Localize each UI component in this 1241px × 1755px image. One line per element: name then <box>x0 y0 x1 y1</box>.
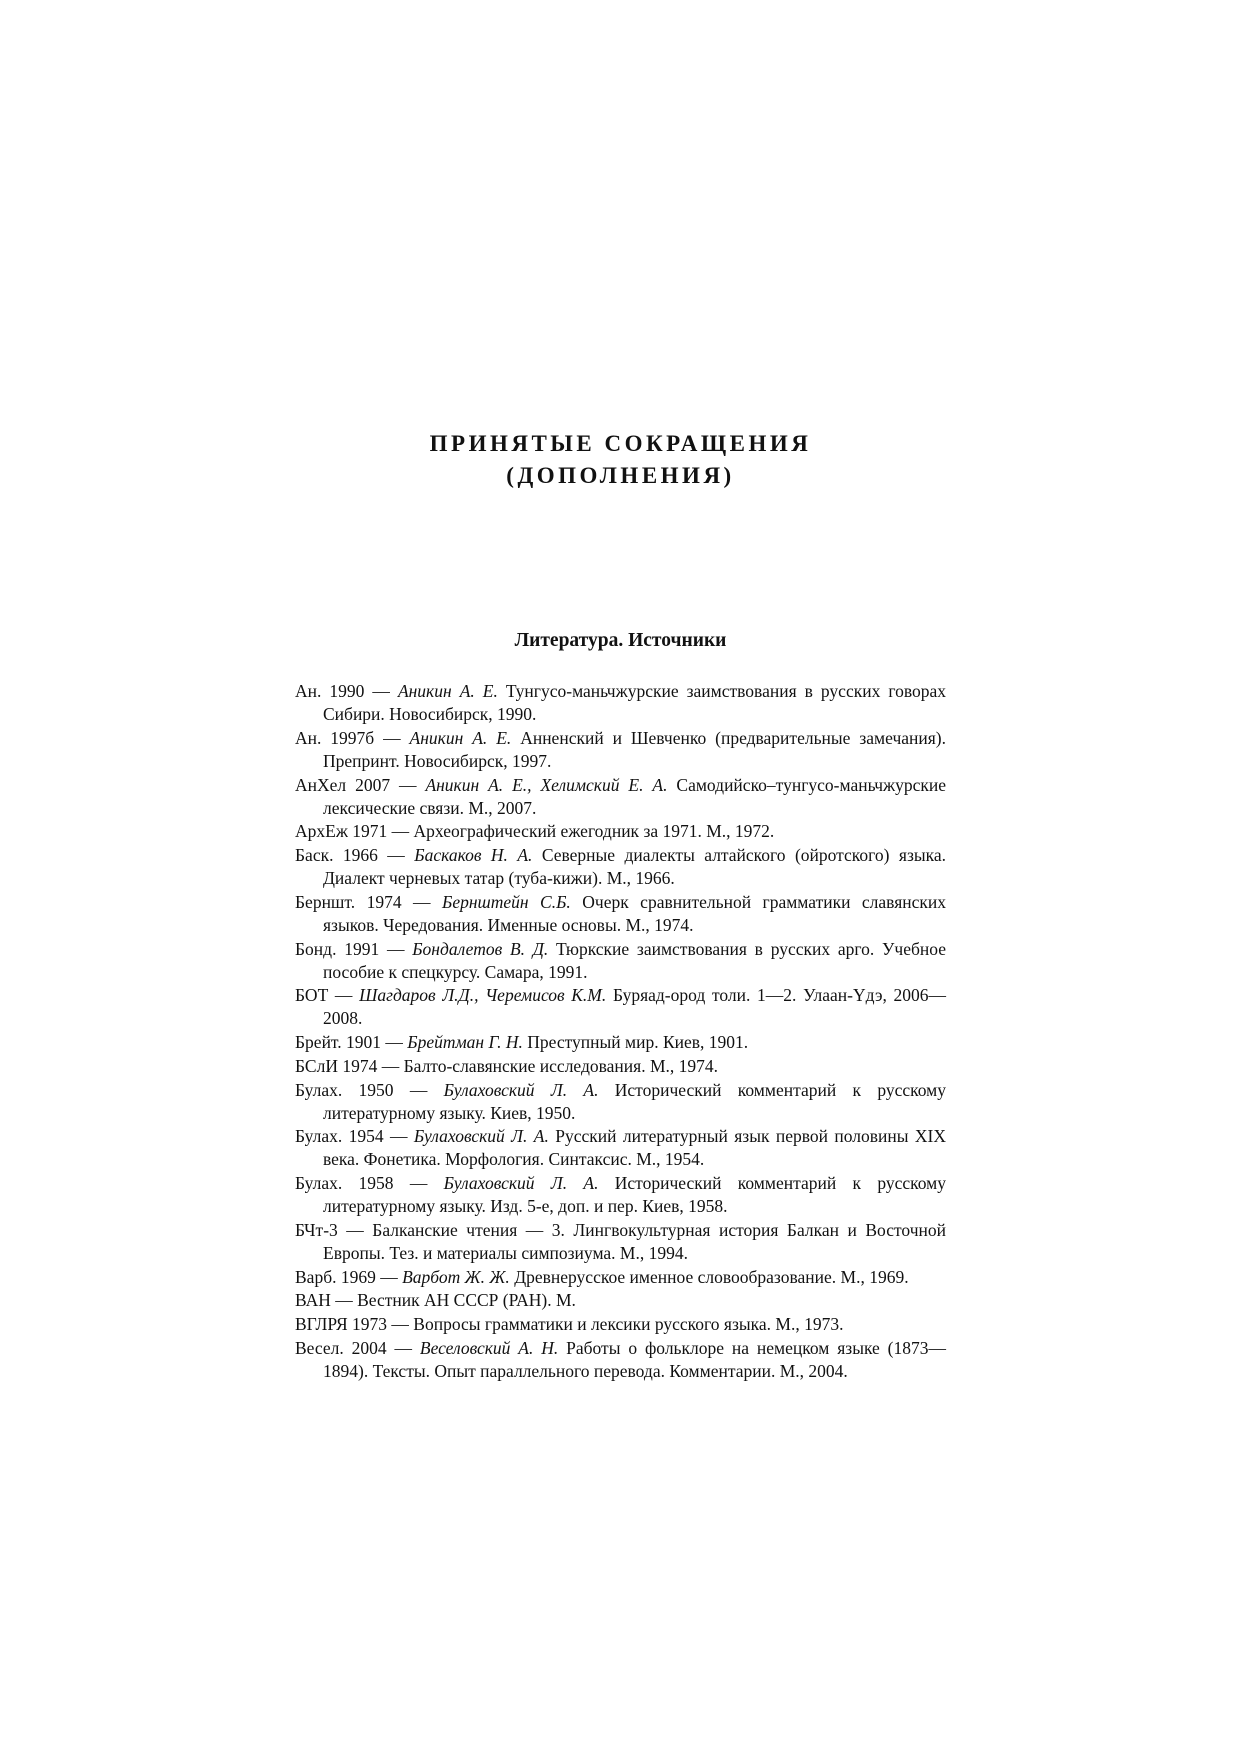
entry-author: Булаховский Л. А. <box>443 1173 599 1194</box>
entry-description: Буряад-ород толи. 1—2. Улаан-Үдэ, 2006—2008. <box>323 985 947 1029</box>
abbreviation-entry <box>295 938 946 984</box>
entry-abbreviation: Булах. 1950 — <box>295 1079 428 1100</box>
entry-abbreviation: БЧт-3 — <box>295 1219 364 1240</box>
entry-author: Шагдаров Л.Д., Черемисов К.М. <box>359 985 607 1006</box>
entry-abbreviation: Булах. 1954 — <box>295 1126 408 1147</box>
entry-author: Бернштейн С.Б. <box>442 891 571 912</box>
entry-author: Аникин А. Е., Хелимский Е. А. <box>425 774 668 795</box>
entry-author: Аникин А. Е. <box>409 727 512 748</box>
entry-description: Археографический ежегодник за 1971. М., 1972. <box>413 821 775 842</box>
entry-description: Работы о фольклоре на немецком языке (1873—1894). Тексты. Опыт параллельного перевода. Комментарии. М., 2004. <box>323 1337 947 1381</box>
entry-description: Исторический комментарий к русскому литературному языку. Изд. 5-е, доп. и пер. Киев, 1958. <box>323 1173 946 1217</box>
page-title <box>0 428 1241 492</box>
abbreviation-entry <box>295 727 946 773</box>
entry-abbreviation: АнХел 2007 — <box>295 774 417 795</box>
abbreviation-entry <box>295 984 946 1030</box>
entry-description: Балканские чтения — 3. Лингвокультурная история Балкан и Восточной Европы. Тез. и материалы симпозиума. М., 1994. <box>323 1219 947 1263</box>
entry-author: Веселовский А. Н. <box>419 1337 559 1358</box>
entry-description: Северные диалекты алтайского (ойротского) языка. Диалект черневых татар (туба-кижи). М., 1966. <box>323 845 947 889</box>
entry-abbreviation: Ан. 1997б — <box>295 727 401 748</box>
entry-description: Преступный мир. Киев, 1901. <box>527 1032 749 1053</box>
entry-author: Бондалетов В. Д. <box>412 938 549 959</box>
entry-author: Брейтман Г. Н. <box>407 1032 523 1053</box>
section-heading: Литература. Источники <box>514 630 727 651</box>
entry-abbreviation: БОТ — <box>295 985 353 1006</box>
entry-description: Очерк сравнительной грамматики славянских языков. Чередования. Именные основы. М., 1974. <box>323 891 947 935</box>
abbreviation-entry <box>295 1125 946 1171</box>
entry-author: Варбот Ж. Ж. <box>402 1266 510 1287</box>
entry-description: Балто-славянские исследования. М., 1974. <box>403 1055 719 1076</box>
entry-description: Исторический комментарий к русскому литературному языку. Киев, 1950. <box>323 1079 946 1123</box>
entry-author: Аникин А. Е. <box>397 681 498 701</box>
entry-abbreviation: БСлИ 1974 — <box>295 1055 400 1076</box>
abbreviation-entry <box>295 1172 946 1218</box>
entry-description: Русский литературный язык первой половины XIX века. Фонетика. Морфология. Синтаксис. М., 1954. <box>323 1126 946 1170</box>
entry-description: Древнерусское именное словообразование. М., 1969. <box>514 1266 909 1287</box>
abbreviation-list <box>295 680 946 1384</box>
abbreviation-entry <box>295 1337 946 1383</box>
abbreviation-entry <box>295 1266 946 1289</box>
abbreviation-entry <box>295 1079 946 1125</box>
entry-abbreviation: ВГЛРЯ 1973 — <box>295 1314 409 1335</box>
entry-abbreviation: Баск. 1966 — <box>295 845 405 866</box>
entry-abbreviation: Ан. 1990 — <box>295 681 390 701</box>
entry-description: Тюркские заимствования в русских арго. Учебное пособие к спецкурсу. Самара, 1991. <box>323 938 946 982</box>
abbreviation-entry <box>295 891 946 937</box>
entry-abbreviation: Варб. 1969 — <box>295 1266 398 1287</box>
page-title-line-2: (ДОПОЛНЕНИЯ) <box>506 463 735 488</box>
entry-abbreviation: Весел. 2004 — <box>295 1337 412 1358</box>
abbreviation-entry <box>295 1031 946 1054</box>
entry-abbreviation: Брейт. 1901 — <box>295 1032 403 1053</box>
entry-description: Тунгусо-маньчжурские заимствования в русских говорах Сибири. Новосибирск, 1990. <box>323 681 946 725</box>
entry-description: Анненский и Шевченко (предварительные замечания). Препринт. Новосибирск, 1997. <box>323 727 946 771</box>
entry-abbreviation: Булах. 1958 — <box>295 1173 428 1194</box>
abbreviation-entry <box>295 820 946 843</box>
entry-abbreviation: Бонд. 1991 — <box>295 938 405 959</box>
abbreviation-entry <box>295 1289 946 1312</box>
entry-author: Булаховский Л. А. <box>443 1079 599 1100</box>
abbreviation-entry <box>295 844 946 890</box>
abbreviation-entry <box>295 1313 946 1336</box>
entry-description: Вестник АН СССР (РАН). М. <box>357 1290 576 1311</box>
abbreviation-entry <box>295 1055 946 1078</box>
abbreviation-entry <box>295 774 946 820</box>
entry-abbreviation: АрхЕж 1971 — <box>295 821 410 842</box>
entry-author: Баскаков Н. А. <box>414 845 533 866</box>
abbreviation-entry <box>295 680 946 726</box>
abbreviation-entry <box>295 1219 946 1265</box>
entry-author: Булаховский Л. А. <box>413 1126 549 1147</box>
entry-description: Вопросы грамматики и лексики русского языка. М., 1973. <box>413 1314 844 1335</box>
entry-abbreviation: Берншт. 1974 — <box>295 891 431 912</box>
entry-abbreviation: ВАН — <box>295 1290 353 1311</box>
page-title-line-1: ПРИНЯТЫЕ СОКРАЩЕНИЯ <box>429 431 812 456</box>
entry-description: Самодийско–тунгусо-маньчжурские лексические связи. М., 2007. <box>323 774 947 818</box>
